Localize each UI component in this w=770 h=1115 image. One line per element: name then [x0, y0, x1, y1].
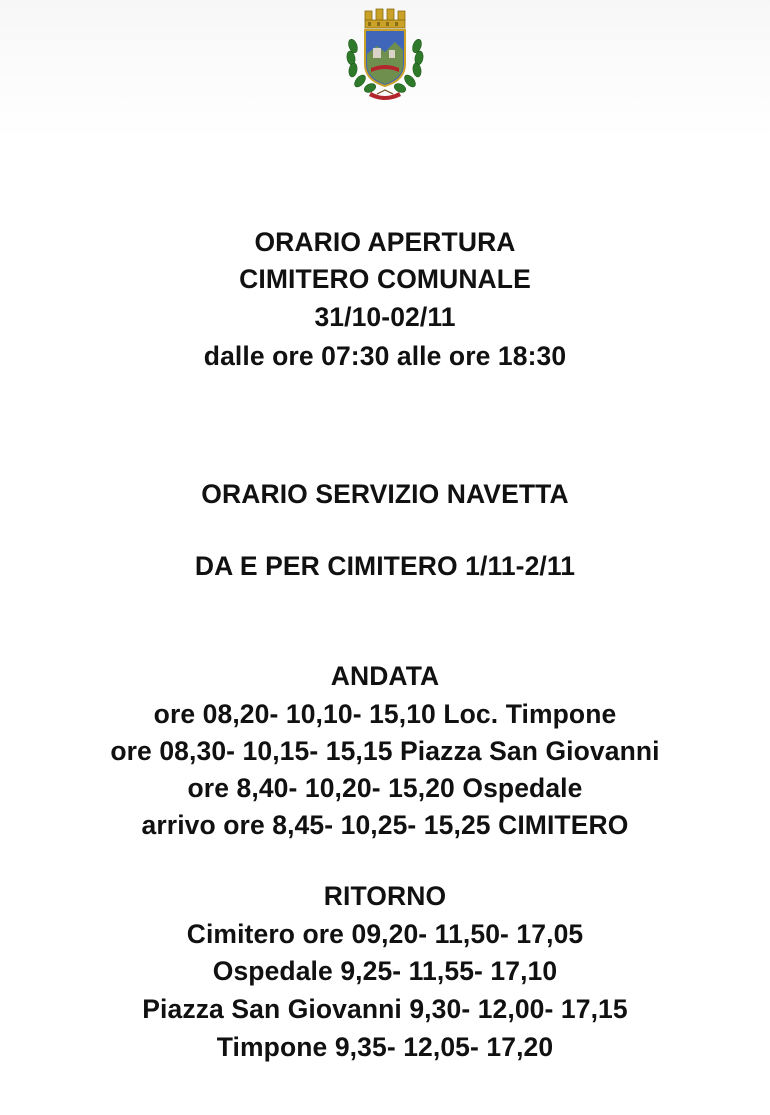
ritorno-row: Cimitero ore 09,20- 11,50- 17,05 [186, 919, 584, 949]
andata-row: arrivo ore 8,45- 10,25- 15,25 CIMITERO [141, 810, 629, 840]
municipal-coat-of-arms-icon [343, 6, 427, 102]
ritorno-row: Piazza San Giovanni 9,30- 12,00- 17,15 [142, 994, 628, 1024]
ritorno-heading: RITORNO [323, 881, 447, 911]
shuttle-subtitle: DA E PER CIMITERO 1/11-2/11 [194, 551, 576, 581]
shuttle-title: ORARIO SERVIZIO NAVETTA [201, 479, 569, 509]
andata-row: ore 08,30- 10,15- 15,15 Piazza San Giovanni [110, 736, 660, 766]
ritorno-row: Ospedale 9,25- 11,55- 17,10 [212, 956, 558, 986]
andata-heading: ANDATA [330, 661, 440, 691]
andata-row: ore 08,20- 10,10- 15,10 Loc. Timpone [153, 699, 617, 729]
opening-title-line-2: CIMITERO COMUNALE [239, 264, 531, 294]
opening-hours: dalle ore 07:30 alle ore 18:30 [203, 341, 567, 371]
opening-dates: 31/10-02/11 [314, 302, 456, 332]
opening-title-line-1: ORARIO APERTURA [254, 227, 516, 257]
ritorno-row: Timpone 9,35- 12,05- 17,20 [216, 1032, 554, 1062]
andata-row: ore 8,40- 10,20- 15,20 Ospedale [187, 773, 583, 803]
